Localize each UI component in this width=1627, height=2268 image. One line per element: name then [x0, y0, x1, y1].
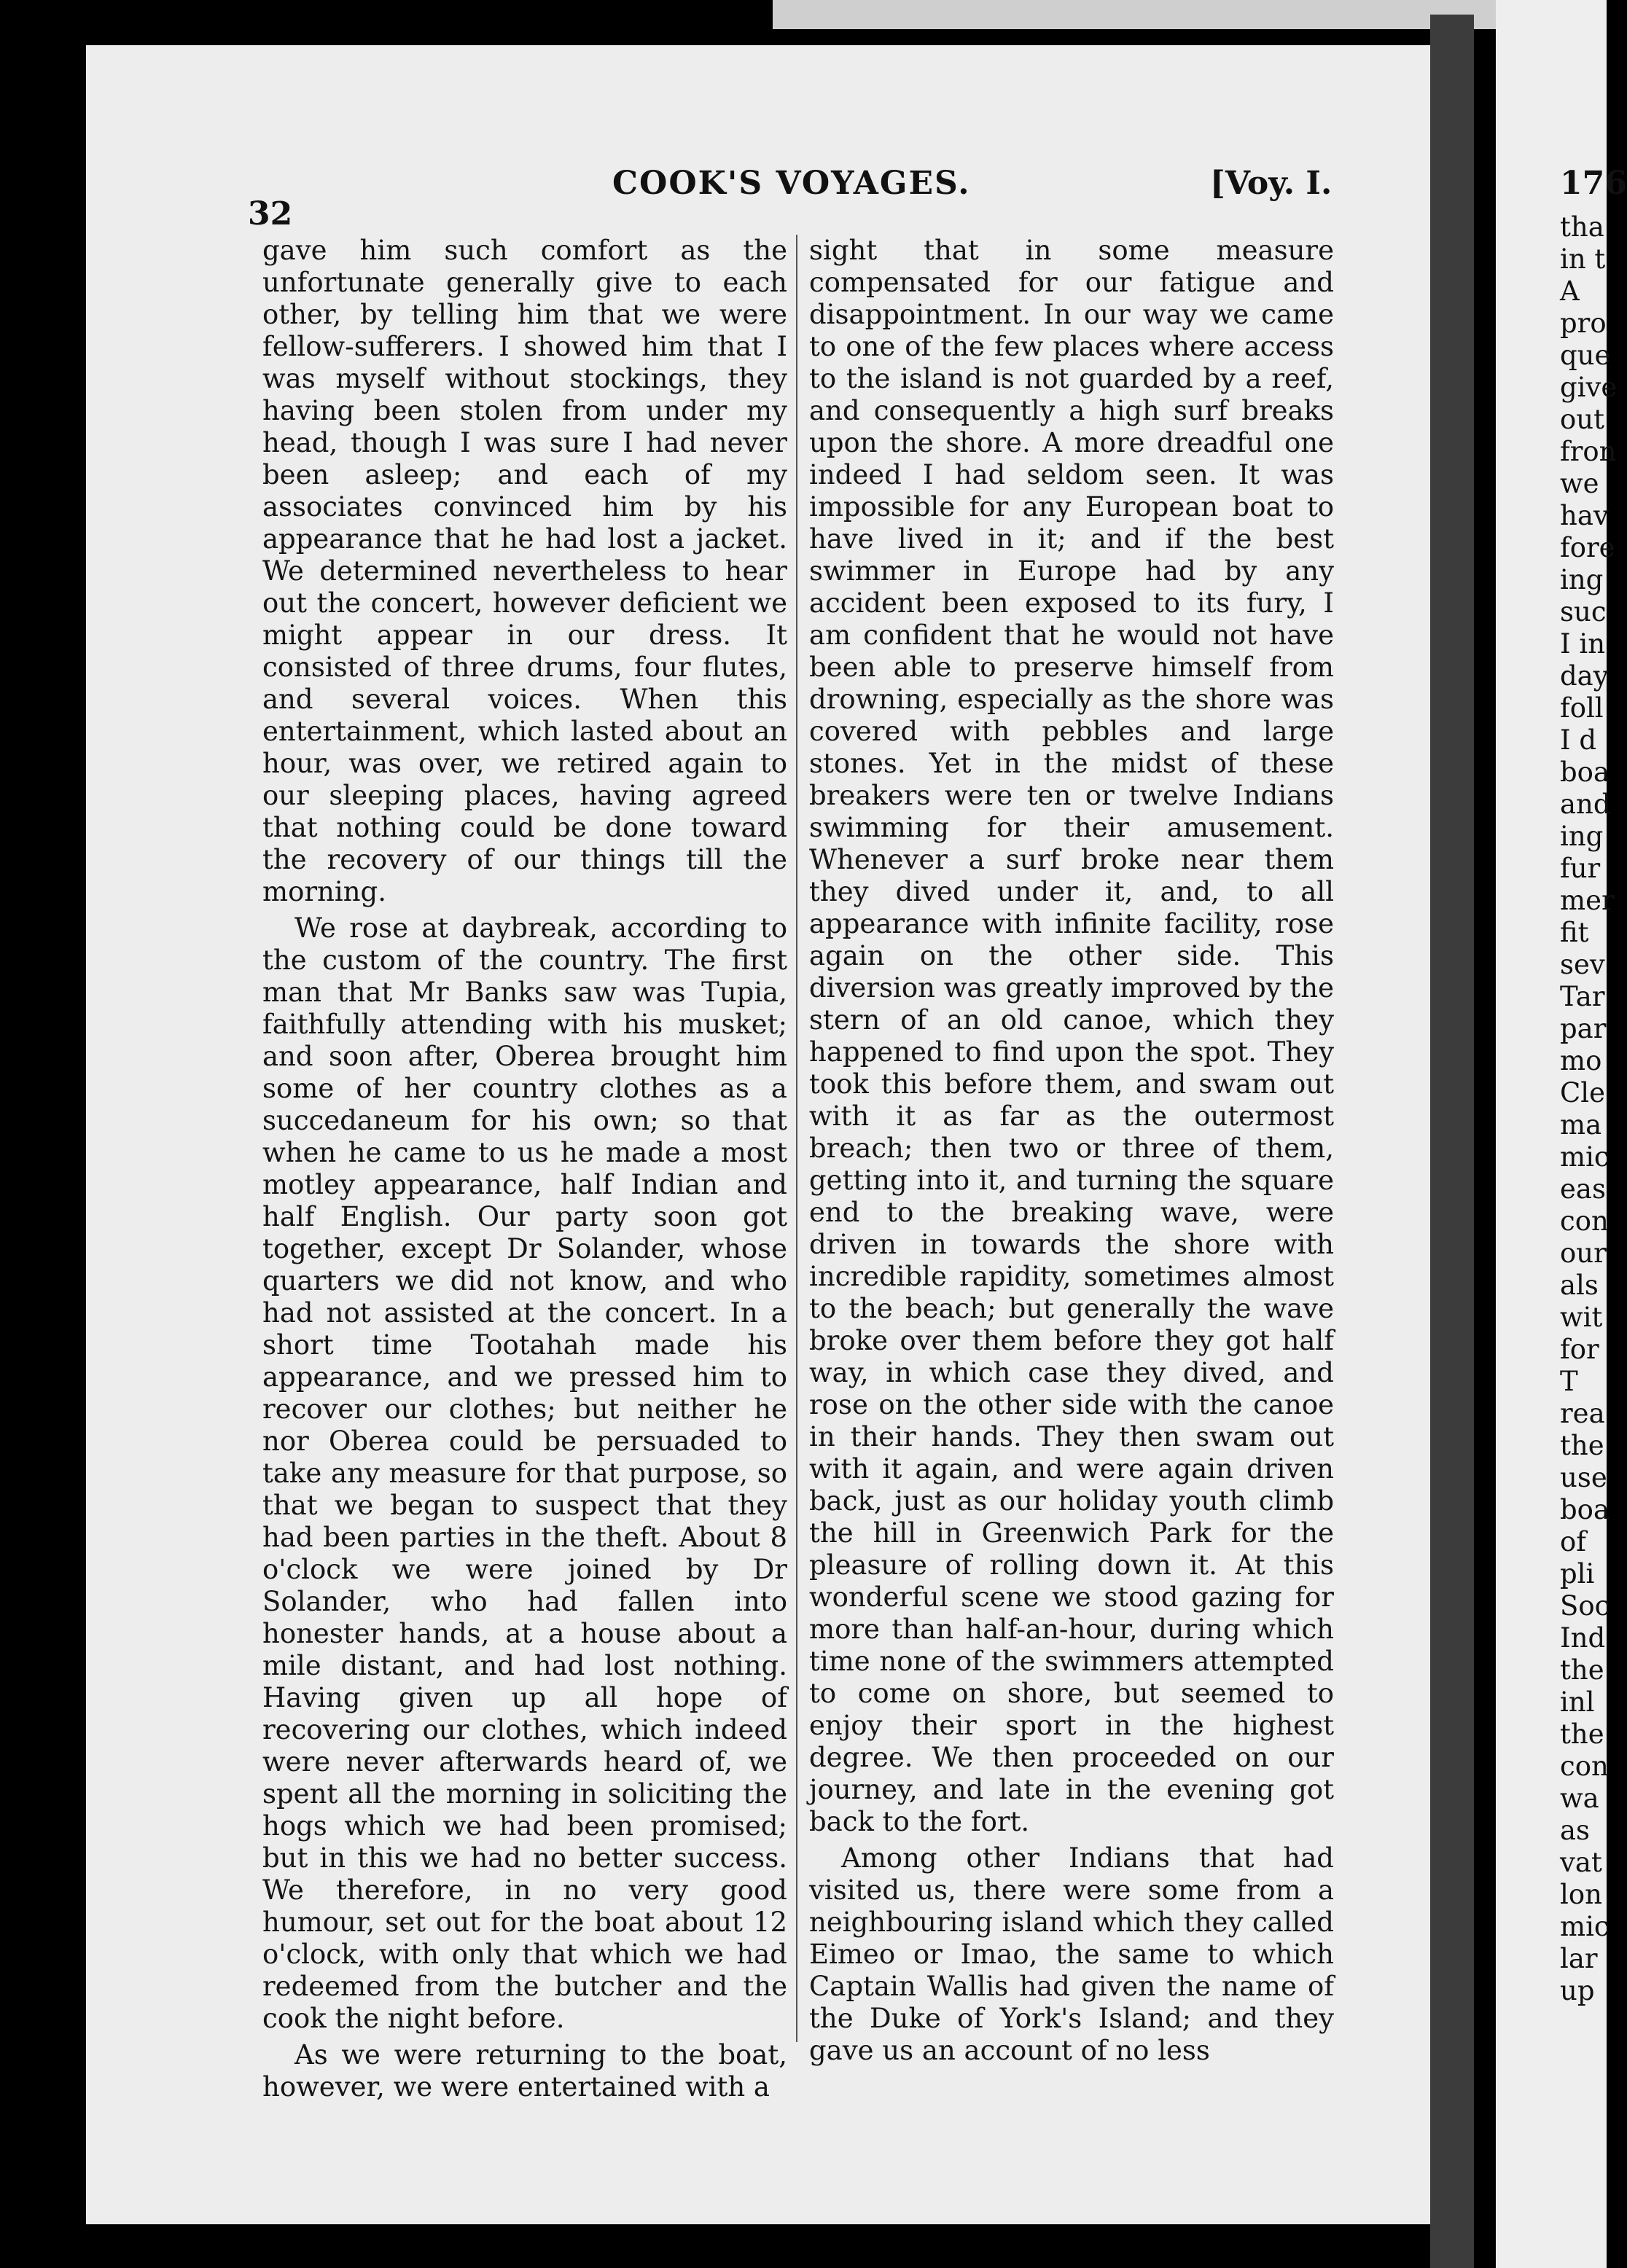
paragraph: Among other Indians that had visited us, there were some from a neighbouring island which they called Eimeo or Imao, the same to which Captain Wallis had given the name of the Duke of York's Island; and they gave us an account of no less — [809, 1842, 1334, 2066]
facing-page-line: pli — [1560, 1558, 1595, 1589]
facing-page-line: ing — [1560, 821, 1604, 852]
paragraph: As we were returning to the boat, however, we were entertained with a — [262, 2039, 787, 2103]
facing-page-line: use — [1560, 1462, 1607, 1493]
paragraph: gave him such comfort as the unfortunate generally give to each other, by telling him that we were fellow-sufferers. I showed him that I was myself without stockings, they having been stolen from under my head, though I was sure I had never been asleep; and each of my associates convinced him by his appearance that he had lost a jacket. We determined nevertheless to hear out the concert, however deficient we might appear in our dress. It consisted of three drums, four flutes, and several voices. When this entertainment, which lasted about an hour, was over, we retired again to our sleeping places, having agreed that nothing could be done toward the recovery of our things till the morning. — [262, 235, 787, 907]
facing-page-line: que — [1560, 340, 1611, 371]
facing-page-line: the — [1560, 1654, 1604, 1686]
facing-page-line: vat — [1560, 1847, 1602, 1878]
facing-page-line: Cle — [1560, 1077, 1606, 1108]
facing-page-line: in t — [1560, 243, 1606, 275]
facing-page-line: sev — [1560, 949, 1605, 980]
facing-page-line: suc — [1560, 596, 1607, 627]
book-gutter — [1430, 15, 1474, 2268]
facing-page-line: Tar — [1560, 981, 1605, 1012]
facing-page-line: boa — [1560, 756, 1610, 788]
page-header — [233, 159, 1429, 232]
facing-page-line: day — [1560, 660, 1609, 692]
facing-page-line: mic — [1560, 1141, 1610, 1173]
facing-page-line: fron — [1560, 436, 1617, 467]
facing-page-line: the — [1560, 1430, 1604, 1461]
facing-page-line: A — [1560, 275, 1580, 307]
facing-page-line: rea — [1560, 1398, 1605, 1429]
facing-page-line: ing — [1560, 564, 1604, 595]
facing-page-line: and — [1560, 789, 1611, 820]
facing-page-line: wit — [1560, 1302, 1603, 1333]
facing-page-line: give — [1560, 372, 1618, 403]
column-divider — [796, 235, 797, 2042]
volume-marker: [Voy. I. — [1210, 165, 1333, 202]
facing-page-line: up — [1560, 1975, 1595, 2006]
facing-page-line: inl — [1560, 1686, 1595, 1718]
paragraph: sight that in some measure compensated for our fatigue and disappointment. In our way we came to one of the few places where access to the island is not guarded by a reef, and consequently a high surf breaks upon the shore. A more dreadful one indeed I had seldom seen. It was impossible for any European boat to have lived in it; and if the best swimmer in Europe had by any accident been exposed to its fury, I am confident that he would not have been able to preserve himself from drowning, especially as the shore was covered with pebbles and large stones. Yet in the midst of these breakers were ten or twelve Indians swimming for their amusement. Whenever a surf broke near them they dived under it, and, to all appearance with infinite facility, rose again on the other side. This diversion was greatly improved by the stern of an old canoe, which they happened to find upon the spot. They took this before them, and swam out with it as far as the outermost breach; then two or three of them, getting into it, and turning the square end to the breaking wave, were driven in towards the shore with incredible rapidity, sometimes almost to the beach; but generally the wave broke over them before they got half way, in which case they dived, and rose on the other side with the canoe in their hands. They then swam out with it again, and were again driven back, just as our holiday youth climb the hill in Greenwich Park for the pleasure of rolling down it. At this wonderful scene we stood gazing for more than half-an-hour, during which time none of the swimmers attempted to come on shore, but seemed to enjoy their sport in the highest degree. We then proceeded on our journey, and late in the evening got back to the fort. — [809, 235, 1334, 1837]
facing-page-line: con — [1560, 1751, 1609, 1782]
facing-page-header: 176 — [1560, 165, 1627, 202]
facing-page-line: out — [1560, 404, 1604, 435]
facing-page-line: fit — [1560, 917, 1589, 948]
left-column — [262, 235, 787, 2103]
paragraph: We rose at daybreak, according to the custom of the country. The first man that Mr Banks saw was Tupia, faithfully attending with his musket; and soon after, Oberea brought him some of her country clothes as a succedaneum for his own; so that when he came to us he made a most motley appearance, half Indian and half English. Our party soon got together, except Dr Solander, whose quarters we did not know, and who had not assisted at the concert. In a short time Tootahah made his appearance, and we pressed him to recover our clothes; but neither he nor Oberea could be persuaded to take any measure for that purpose, so that we began to suspect that they had been parties in the theft. About 8 o'clock we were joined by Dr Solander, who had fallen into honester hands, at a house about a mile distant, and had lost nothing. Having given up all hope of recovering our clothes, which indeed were never afterwards heard of, we spent all the morning in soliciting the hogs which we had been promised; but in this we had no better success. We therefore, in no very good humour, set out for the boat about 12 o'clock, with only that which we had redeemed from the butcher and the cook the night before. — [262, 912, 787, 2034]
facing-page-line: mic — [1560, 1911, 1610, 1942]
facing-page-line: as — [1560, 1815, 1591, 1846]
facing-page-line: wa — [1560, 1783, 1599, 1814]
facing-page-line: fur — [1560, 853, 1601, 884]
facing-page-line: Ind — [1560, 1622, 1606, 1654]
facing-page-line: T — [1560, 1366, 1578, 1397]
facing-page-line: hav — [1560, 500, 1609, 531]
running-title: COOK'S VOYAGES. — [612, 165, 971, 202]
facing-page-line: boa — [1560, 1494, 1610, 1525]
facing-page-line: foll — [1560, 692, 1604, 724]
facing-page-line: I d — [1560, 724, 1597, 756]
facing-page-line: our — [1560, 1237, 1607, 1269]
facing-page-line: Soc — [1560, 1590, 1610, 1622]
facing-page-line: of — [1560, 1526, 1586, 1557]
facing-page-line: par — [1560, 1013, 1607, 1044]
facing-page-line: pro — [1560, 308, 1607, 339]
facing-page-line: mo — [1560, 1045, 1602, 1076]
right-column — [809, 235, 1334, 2067]
facing-page-line: ma — [1560, 1109, 1602, 1141]
facing-page-line: for — [1560, 1334, 1599, 1365]
facing-page-line: we — [1560, 468, 1599, 499]
scan-top-edge — [773, 0, 1607, 29]
facing-page-line: tha — [1560, 211, 1604, 243]
page-number: 32 — [248, 195, 293, 232]
facing-page-line: lon — [1560, 1879, 1602, 1910]
facing-page-line: I in — [1560, 628, 1606, 660]
facing-page-line: als — [1560, 1270, 1599, 1301]
facing-page-line: fore — [1560, 532, 1615, 563]
facing-page-line: eas — [1560, 1173, 1606, 1205]
facing-page-line: con — [1560, 1205, 1609, 1237]
facing-page-line: mer — [1560, 885, 1615, 916]
facing-page-line: lar — [1560, 1943, 1598, 1974]
facing-page-line: the — [1560, 1718, 1604, 1750]
